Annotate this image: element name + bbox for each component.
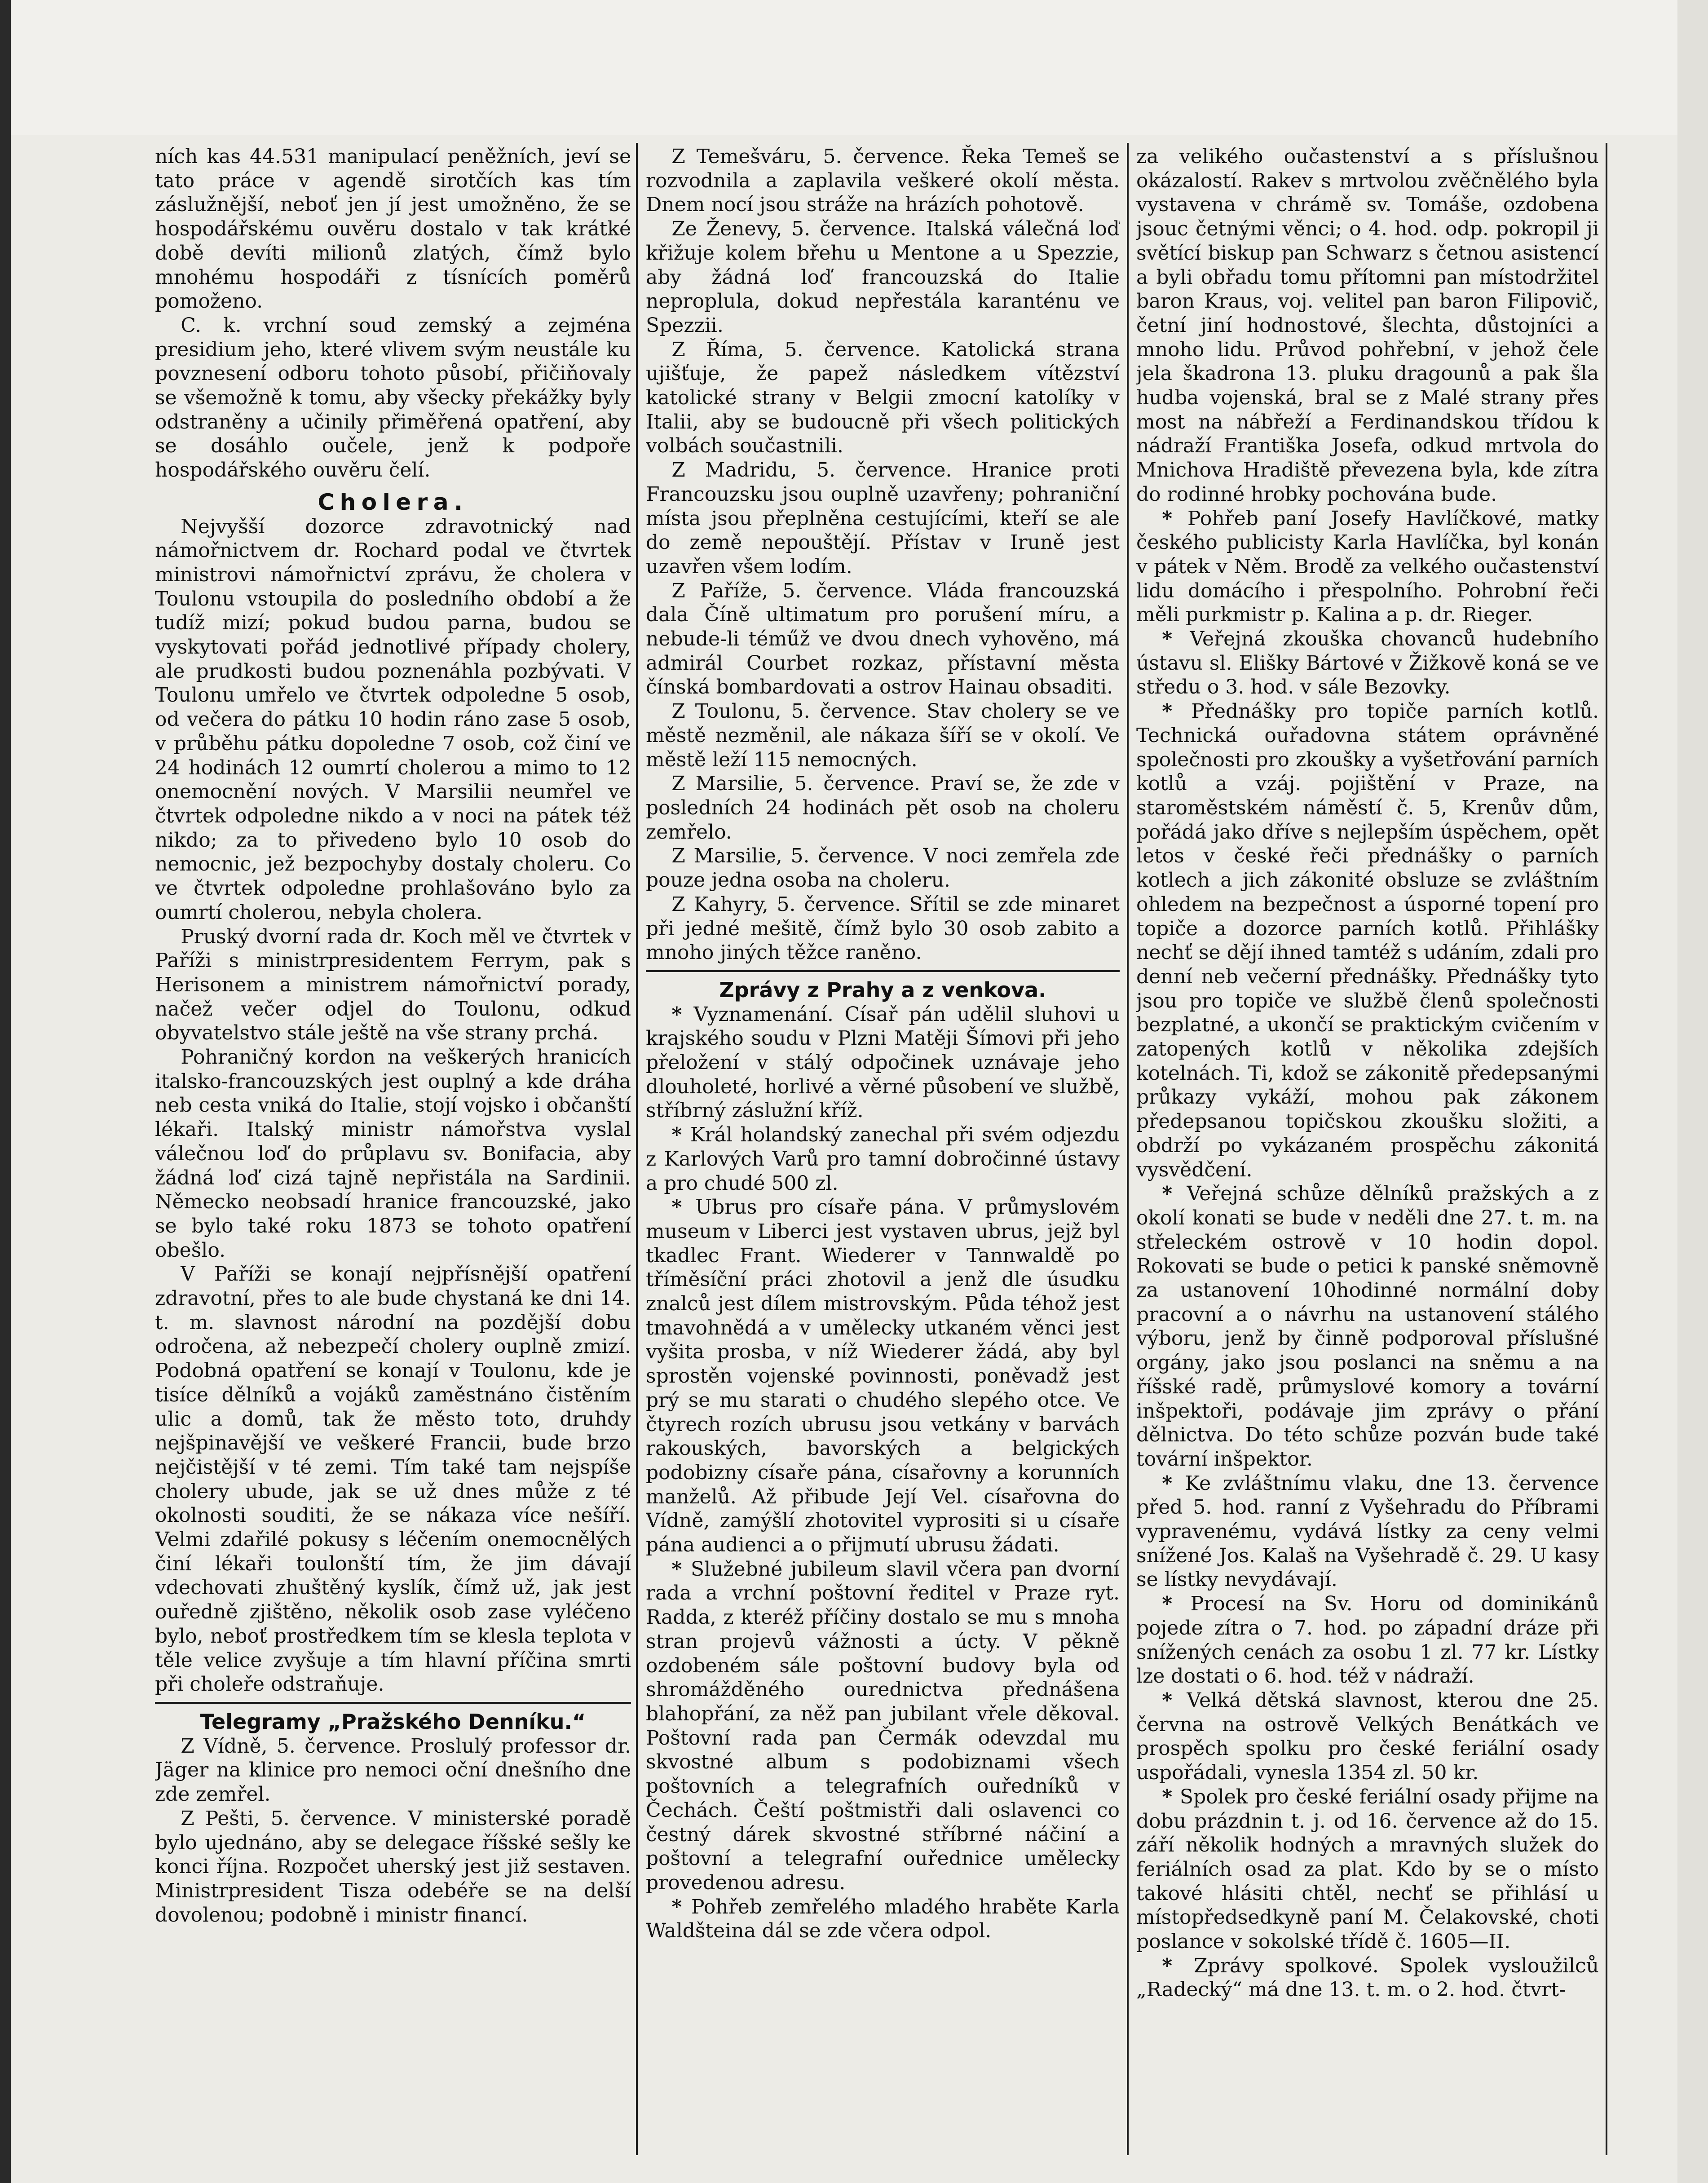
column-rule-1 bbox=[636, 143, 638, 2155]
paragraph: Z Pešti, 5. července. V ministerské poradě bylo ujednáno, aby se delegace říšské sešly ke konci října. Rozpočet uherský jest již sestaven. Ministrpresident Tisza odebéře se na delší dovolenou; podobně i ministr financí. bbox=[155, 1807, 631, 1927]
star-glyph: * bbox=[1162, 628, 1190, 651]
paragraph: Z Marsilie, 5. července. V noci zemřela zde pouze jedna osoba na choleru. bbox=[646, 844, 1120, 892]
column-rule-2 bbox=[1127, 143, 1129, 2155]
star-glyph: * bbox=[1162, 1785, 1180, 1808]
paragraph: Pruský dvorní rada dr. Koch měl ve čtvrtek v Paříži s ministrpresidentem Ferrym, pak s Herisonem a ministrem námořnictví porady, načež večer odjel do Toulonu, odkud obyvatelstvo stále ještě na vše strany prchá. bbox=[155, 925, 631, 1045]
paragraph-text: Spolek pro české feriální osady přijme na dobu prázdnin t. j. od 16. července až do 15. září několik hodných a mravných služek do feriálních osad za plat. Kdo by se o místo takové hlásiti chtěl, nechť se přihlásí u místopředsedkyně paní M. Čelakovské, choti poslance v sokolské třídě č. 1605—II. bbox=[1136, 1785, 1599, 1953]
column-3 bbox=[1136, 145, 1599, 2157]
paragraph bbox=[1136, 1954, 1599, 2002]
paragraph-text: Veřejná schůze dělníků pražských a z okolí konati se bude v neděli dne 27. t. m. na střeleckém ostrově v 10 hodin dopol. Rokovati se bude o petici k panské sněmovně za ustanovení 10hodinné normální doby pracovní a o návrhu na ustanovení stálého výboru, jenž by činně podporoval příslušné orgány, jako jsou poslanci na sněmu a na říšské radě, průmyslové komory a tovární inšpektoři, podávaje jim zprávy o přání dělnictva. Do této schůze pozván bude také tovární inšpektor. bbox=[1136, 1182, 1599, 1471]
section-heading-prague-news: Zprávy z Prahy a z venkova. bbox=[719, 977, 1046, 1002]
star-glyph: * bbox=[1162, 1954, 1194, 1977]
paragraph bbox=[1136, 1592, 1599, 1688]
paragraph bbox=[646, 1123, 1120, 1195]
paragraph-text: Veřejná zkouška chovanců hudebního ústavu sl. Elišky Bártové v Žižkově koná se ve středu o 3. hod. v sále Bezovky. bbox=[1136, 628, 1599, 699]
paragraph bbox=[1136, 1688, 1599, 1785]
paragraph-text: Ubrus pro císaře pána. V průmyslovém museum v Liberci jest vystaven ubrus, jejž byl tkadlec Frant. Wiederer v Tannwaldě po tříměsíční práci zhotovil a jenž dle úsudku znalců jest dílem mistrovským. Půda téhož jest tmavohnědá a v umělecky utkaném věnci jest vyšita prosba, v níž Wiederer žádá, aby byl sprostěn vojenské povinnosti, poněvadž jest prý se mu starati o chudého slepého otce. Ve čtyrech rozích ubrusu jsou vetkány v barvách rakouských, bavorských a belgických podobizny císaře pána, císařovny a korunních manželů. Až přibude Její Vel. císařovna do Vídně, zamýšlí zhotovitel vyprositi si u císaře pána audienci a o přijmutí ubrusu žádati. bbox=[646, 1196, 1120, 1557]
star-glyph: * bbox=[1162, 507, 1188, 530]
paragraph-text: Vyznamenání. Císař pán udělil sluhovi u krajského soudu v Plzni Matěji Šímovi při jeho přeložení v stálý odpočinek uznávaje jeho dlouholeté, horlivé a věrné působení ve službě, stříbrný záslužní kříž. bbox=[646, 1003, 1120, 1122]
paragraph: Z Kahyry, 5. července. Sřítil se zde minaret při jedné mešitě, čímž bylo 30 osob zabito a mnoho jiných těžce raněno. bbox=[646, 893, 1120, 964]
star-glyph: * bbox=[671, 1895, 692, 1918]
paragraph-text: Pohřeb zemřelého mladého hraběte Karla Waldšteina dál se zde včera odpol. bbox=[646, 1895, 1120, 1943]
top-margin bbox=[0, 0, 1708, 135]
right-margin bbox=[1677, 0, 1708, 2183]
column-rule-3 bbox=[1606, 143, 1607, 2155]
paragraph-text: Král holandský zanechal při svém odjezdu z Karlových Varů pro tamní dobročinné ústavy a pro chudé 500 zl. bbox=[646, 1123, 1120, 1195]
section-rule bbox=[646, 970, 1120, 972]
star-glyph: * bbox=[1162, 700, 1192, 723]
section-rule bbox=[155, 1702, 631, 1704]
section-heading-cholera: Cholera. bbox=[318, 489, 468, 515]
paragraph: Ze Ženevy, 5. července. Italská válečná loď křižuje kolem břehu u Mentone a u Spezzie, aby žádná loď francouzská do Italie neproplula, dokud nepřestála karanténu ve Spezzii. bbox=[646, 217, 1120, 337]
star-glyph: * bbox=[1162, 1592, 1191, 1616]
star-glyph: * bbox=[671, 1003, 694, 1026]
paragraph: Z Marsilie, 5. července. Praví se, že zde v posledních 24 hodinách pět osob na choleru zemřelo. bbox=[646, 772, 1120, 844]
paragraph: Z Madridu, 5. července. Hranice proti Francouzsku jsou ouplně uzavřeny; pohraniční místa jsou přeplněna cestujícími, kteří se ale do země nepouštějí. Přístav v Iruně jest uzavřen všem lodím. bbox=[646, 459, 1120, 578]
paragraph: V Paříži se konají nejpřísnější opatření zdravotní, přes to ale bude chystaná ke dni 14. t. m. slavnost národní na pozdější dobu odročena, až nebezpečí cholery ouplně zmizí. Podobná opatření se konají v Toulonu, kde je tisíce dělníků a vojáků zaměstnáno čistěním ulic a domů, tak že město toto, druhdy nejšpinavější ve veškeré Francii, bude brzo nejčistější v té zemi. Tím také tam nejspíše cholery ubude, jak se už dnes může z té okolnosti souditi, že se nákaza více nešíří. Velmi zdařilé pokusy s léčením onemocnělých činí lékaři toulonští tím, že jim dávají vdechovati zhuštěný kyslík, čímž už, jak jest ouředně zjištěno, několik osob zase vyléčeno bylo, neboť prostředkem tím se klesla teplota v těle velice zvyšuje a tím hlavní příčina smrti při choleře odstraňuje. bbox=[155, 1263, 631, 1696]
paragraph: Z Toulonu, 5. července. Stav cholery se ve městě nezměnil, ale nákaza šíří se v okolí. Ve městě leží 115 nemocných. bbox=[646, 700, 1120, 771]
paragraph-text: Procesí na Sv. Horu od dominikánů pojede zítra o 7. hod. po západní dráze při snížených cenách za osobu 1 zl. 77 kr. Lístky lze dostati o 6. hod. též v nádraží. bbox=[1136, 1592, 1599, 1688]
left-edge bbox=[0, 0, 11, 2183]
star-glyph: * bbox=[671, 1196, 696, 1219]
paragraph: Z Vídně, 5. července. Proslulý professor dr. Jäger na klinice pro nemoci oční dnešního dne zde zemřel. bbox=[155, 1734, 631, 1806]
paragraph: Pohraničný kordon na veškerých hranicích italsko-francouzských jest ouplný a kde dráha neb cesta vniká do Italie, stojí vojsko i občanští lékaři. Italský ministr námořstva vyslal válečnou loď do průplavu sv. Bonifacia, aby žádná loď cizá tajně nepřistála na Sardinii. Německo neobsadí hranice francouzské, jako se bylo také roku 1873 se tohoto opatření obešlo. bbox=[155, 1046, 631, 1262]
star-glyph: * bbox=[1162, 1472, 1185, 1495]
paragraph bbox=[1136, 1785, 1599, 1954]
paragraph bbox=[1136, 699, 1599, 1182]
star-glyph: * bbox=[1162, 1689, 1187, 1712]
paragraph: za velikého oučastenství a s příslušnou okázalostí. Rakev s mrtvolou zvěčnělého byla vystavena v chrámě sv. Tomáše, ozdobena jsouc četnými věnci; o 4. hod. odp. pokropil ji světící biskup pan Schwarz s četnou asistencí a byli obřadu tomu přítomni pan místodržitel baron Kraus, voj. velitel pan baron Filipovič, četní jiní hodnostové, šlechta, důstojníci a mnoho lidu. Průvod pohřební, v jehož čele jela škadrona 13. pluku dragounů a pak šla hudba vojenská, bral se z Malé strany přes most na nábřeží a Ferdinandskou třídou k nádraží Františka Josefa, odkud mrtvola do Mnichova Hradiště převezena byla, kde zítra do rodinné hrobky pochována bude. bbox=[1136, 145, 1599, 506]
paragraph bbox=[1136, 627, 1599, 699]
paragraph-text: Zprávy spolkové. Spolek vysloužilců „Radecký“ má dne 13. t. m. o 2. hod. čtvrt- bbox=[1136, 1954, 1599, 2002]
section-heading-telegrams: Telegramy „Pražského Denníku.“ bbox=[200, 1710, 586, 1734]
paragraph-text: Přednášky pro topiče parních kotlů. Technická ouřadovna státem oprávněné společnosti pro zkoušky a vyšetřování parních kotlů a vzáj. pojištění v Praze, na staroměstském náměstí č. 5, Krenův dům, pořádá jako dříve s nejlepším úspěchem, opět letos v české řeči přednášky o parních kotlech a jich zákonité obsluze se zvláštním ohledem na bezpečnost a úsporné topení pro topiče a dozorce parních kotlů. Přihlášky nechť se dějí ihned tamtéž s udáním, zdali pro denní neb večerní přednášky. Přednášky tyto jsou pro topiče ve službě členů společnosti bezplatné, a ukončí se praktickým cvičením v zatopených kotlů v několika zdejších kotelnách. Ti, kdož se zákonitě předepsanými průkazy vykáží, mohou pak zákonem předepsanou topičskou zkoušku složiti, a obdrží po vykázaném prospěchu zákonitá vysvědčení. bbox=[1136, 700, 1599, 1181]
paragraph-text: Velká dětská slavnost, kterou dne 25. června na ostrově Velkých Benátkách ve prospěch spolku pro české feriální osady uspořádali, vynesla 1354 zl. 50 kr. bbox=[1136, 1689, 1599, 1785]
paragraph bbox=[646, 1557, 1120, 1895]
column-2 bbox=[646, 145, 1120, 2157]
paragraph: Z Říma, 5. července. Katolická strana ujišťuje, že papež následkem vítězství katolické strany v Belgii zmocní katolíky v Italii, aby se budoucně při všech politických volbách součastnili. bbox=[646, 338, 1120, 458]
paragraph: Z Temešváru, 5. července. Řeka Temeš se rozvodnila a zaplavila veškeré okolí města. Dnem nocí jsou stráže na hrázích pohotově. bbox=[646, 145, 1120, 217]
paragraph-text: Ke zvláštnímu vlaku, dne 13. července před 5. hod. ranní z Vyšehradu do Příbrami vypravenému, vydává lístky za ceny velmi snížené Jos. Kalaš na Vyšehradě č. 29. U kasy se lístky nevydávají. bbox=[1136, 1472, 1599, 1591]
star-glyph: * bbox=[1162, 1182, 1187, 1206]
paragraph: ních kas 44.531 manipulací peněžních, jeví se tato práce v agendě sirotčích kas tím záslužnější, neboť jen jí jest umožněno, že se hospodářskému ouvěru dostalo v tak krátké době devíti milionů zlatých, čímž bylo mnohému hospodáři z tísnících poměrů pomoženo. bbox=[155, 145, 631, 313]
paragraph: Nejvyšší dozorce zdravotnický nad námořnictvem dr. Rochard podal ve čtvrtek ministrovi námořnictví zprávu, že cholera v Toulonu vstoupila do posledního období a že tudíž mizí; pokud budou parna, budou se vyskytovati pořád jednotlivé případy cholery, ale prudkosti budou poznenáhla pozbývati. V Toulonu umřelo ve čtvrtek odpoledne 5 osob, od večera do pátku 10 hodin ráno zase 5 osob, v průběhu pátku dopoledne 7 osob, což činí ve 24 hodinách 12 oumrtí cholerou a mimo to 12 onemocnění nových. V Marsilii neumřel ve čtvrtek odpoledne nikdo a v noci na pátek též nikdo; za to přivedeno bylo 10 osob do nemocnic, jež bezpochyby dostaly choleru. Co ve čtvrtek odpoledne prohlašováno bylo za oumrtí cholerou, nebyla cholera. bbox=[155, 515, 631, 924]
paragraph bbox=[1136, 507, 1599, 628]
column-1 bbox=[155, 145, 631, 2157]
paragraph bbox=[1136, 1182, 1599, 1471]
paragraph bbox=[646, 1195, 1120, 1557]
star-glyph: * bbox=[671, 1557, 691, 1581]
paragraph: C. k. vrchní soud zemský a zejména presidium jeho, které vlivem svým neustále ku povznesení odboru tohoto působí, přičiňovaly se všemožně k tomu, aby všecky překážky byly odstraněny a učinily přiměřená opatření, aby se dosáhlo oučele, jenž k podpoře hospodářského ouvěru čelí. bbox=[155, 314, 631, 482]
paragraph bbox=[1136, 1472, 1599, 1592]
paragraph bbox=[646, 1003, 1120, 1123]
paragraph-text: Služebné jubileum slavil včera pan dvorní rada a vrchní poštovní ředitel v Praze ryt. Radda, z kteréž příčiny dostalo se mu s mnoha stran projevů vážnosti a úcty. V pěkně ozdobeném sále poštovní budovy byla od shromážděného ourednictva přednášena blahopřání, za něž pan jubilant vřele děkoval. Poštovní rada pan Čermák odevzdal mu skvostné album s podobiznami všech poštovních a telegrafních ouředníků v Čechách. Čeští poštmistři dali oslavenci co čestný dárek skvostné stříbrné náčiní a poštovní a telegrafní ouřednice umělecky provedenou adresu. bbox=[646, 1557, 1120, 1894]
star-glyph: * bbox=[671, 1123, 690, 1147]
paragraph-text: Pohřeb paní Josefy Havlíčkové, matky českého publicisty Karla Havlíčka, byl konán v pátek v Něm. Brodě za velkého oučastenství lidu domácího i přespolního. Pohrobní řeči měli purkmistr p. Kalina a p. dr. Rieger. bbox=[1136, 507, 1599, 627]
paragraph: Z Paříže, 5. července. Vláda francouzská dala Číně ultimatum pro porušení míru, a nebude-li téműž ve dvou dnech vyhověno, má admirál Courbet rozkaz, přístavní města čínská bombardovati a ostrov Hainau obsaditi. bbox=[646, 579, 1120, 699]
paragraph bbox=[646, 1895, 1120, 1943]
